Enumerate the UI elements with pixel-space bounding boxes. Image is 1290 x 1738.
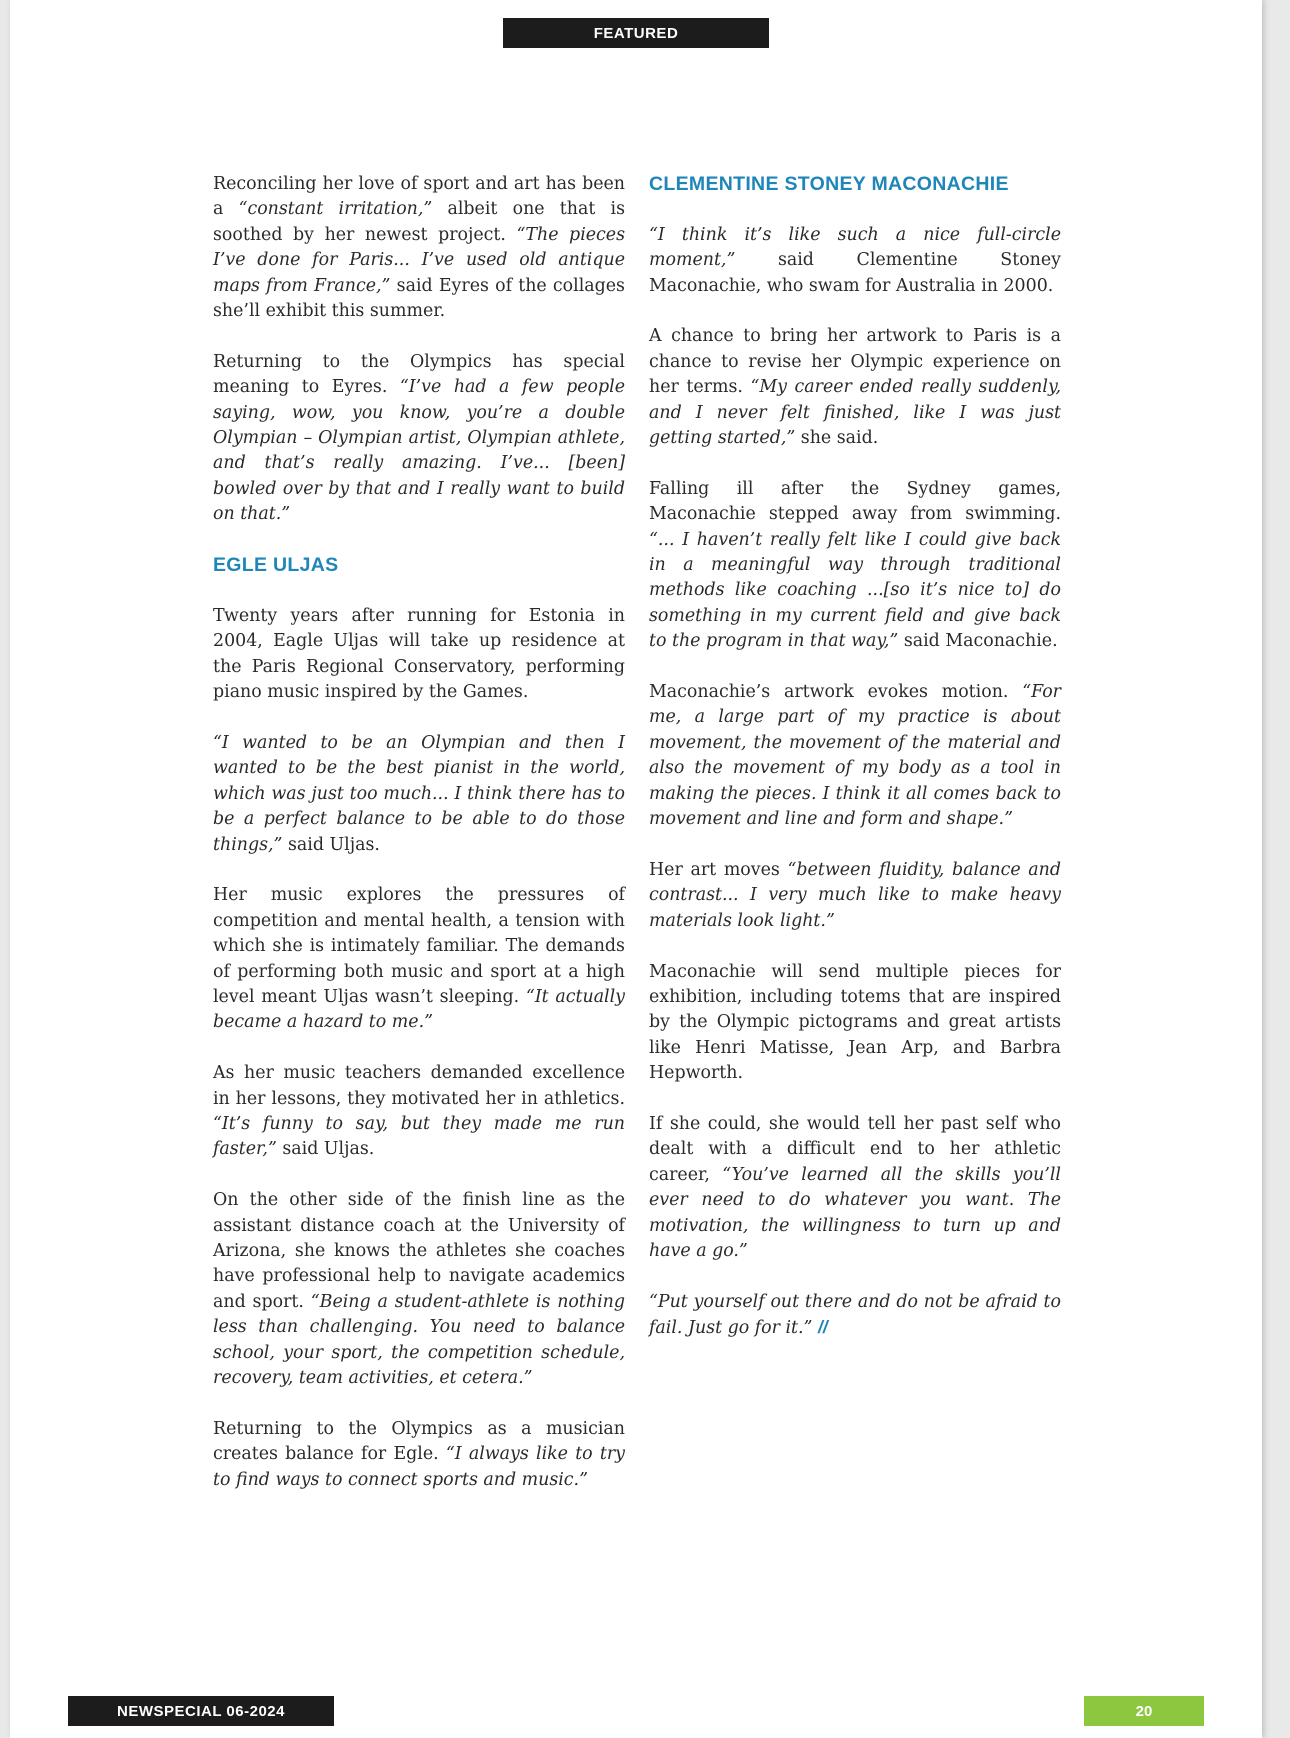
quote: “The pieces I’ve done for Paris... I’ve used old antique maps from France,” (213, 224, 626, 296)
quote: “I’ve had a few people saying, wow, you know, you’re a double Olympian – Olympian artist, Olympian athlete, and that’s really amazing. I’ve... [been] bowled over by that and I really want to build on that.” (213, 377, 625, 525)
text: said Maconachie. (898, 631, 1058, 652)
text: said Uljas. (282, 834, 380, 855)
section-banner (503, 18, 769, 48)
text: Her art moves (649, 859, 788, 880)
quote: “You’ve learned all the skills you’ll ever need to do whatever you want. The motivation, the willingness to turn up and have a go.” (649, 1164, 1061, 1261)
quote: “between fluidity, balance and contrast... I very much like to make heavy materials look light.” (649, 859, 1061, 931)
paragraph (649, 1112, 1061, 1264)
paragraph (649, 223, 1061, 299)
text: said Eyres of the collages she’ll exhibit this summer. (213, 275, 625, 322)
paragraph (649, 858, 1061, 934)
page-number-tab (1084, 1696, 1204, 1726)
page-number: 20 (1135, 1702, 1153, 1720)
text: Maconachie’s artwork evokes motion. (649, 682, 1023, 703)
issue-label: NEWSPECIAL 06-2024 (117, 1702, 285, 1720)
text: Returning to the Olympics has special meaning to Eyres. (213, 351, 625, 398)
quote: “I think it’s like such a nice full-circle moment,” (649, 224, 1061, 271)
quote: “I wanted to be an Olympian and then I wanted to be the best pianist in the world, which was just too much... I think there has to be a perfect balance to be able to do those things,” (213, 732, 625, 855)
paragraph (213, 731, 625, 858)
text: said Uljas. (276, 1139, 375, 1160)
section-heading: EGLE ULJAS (213, 554, 339, 577)
text: Returning to the Olympics as a musician creates balance for Egle. (213, 1418, 625, 1465)
paragraph (213, 883, 625, 1035)
paragraph: Maconachie will send multiple pieces for exhibition, including totems that are inspired by the Olympic pictograms and great artists like Henri Matisse, Jean Arp, and Barbra Hepworth. (649, 961, 1061, 1084)
text: said Clementine Stoney Maconachie, who swam for Australia in 2000. (649, 250, 1061, 296)
text: she said. (795, 428, 879, 449)
paragraph (213, 172, 625, 324)
text: Her music explores the pressures of competition and mental health, a tension with which she is intimately familiar. The demands of performing both music and sport at a high level meant Uljas wasn’t sleeping. (213, 885, 625, 1007)
paragraph: Twenty years after running for Estonia in 2004, Eagle Uljas will take up residence at the Paris Regional Conservatory, performing piano music inspired by the Games. (213, 605, 625, 703)
paragraph (213, 1188, 625, 1391)
paragraph (649, 324, 1061, 451)
right-column (649, 172, 1061, 1367)
paragraph (649, 1290, 1061, 1342)
paragraph (649, 477, 1061, 655)
quote: “Being a student-athlete is nothing less than challenging. You need to balance school, your sport, the competition schedule, recovery, team activities, et cetera.” (213, 1291, 625, 1388)
quote: “It’s funny to say, but they made me run faster,” (213, 1113, 625, 1160)
text: A chance to bring her artwork to Paris is a chance to revise her Olympic experience on her terms. (649, 326, 1061, 398)
paragraph (213, 1417, 625, 1493)
text: Falling ill after the Sydney games, Maconachie stepped away from swimming. (649, 478, 1061, 525)
text: Reconciling her love of sport and art has been a (213, 174, 625, 220)
left-column (213, 172, 625, 1518)
paragraph (213, 350, 625, 528)
end-of-article-mark: // (817, 1317, 828, 1338)
paragraph (213, 1061, 625, 1163)
text: On the other side of the finish line as the assistant distance coach at the University of Arizona, she knows the athletes she coaches have professional help to navigate academics and sport. (213, 1190, 625, 1312)
magazine-page (10, 0, 1262, 1738)
quote: “constant irritation,” (238, 199, 433, 220)
text: albeit one that is soothed by her newest project. (213, 199, 625, 245)
quote: “I always like to try to find ways to connect sports and music.” (213, 1444, 625, 1490)
quote: “... I haven’t really felt like I could give back in a meaningful way through traditional methods like coaching ...[so it’s nice to] do something in my current field and give back to the program in that way,” (649, 529, 1061, 652)
section-label: FEATURED (593, 24, 679, 42)
issue-footer (68, 1696, 334, 1726)
text: As her music teachers demanded excellence in her lessons, they motivated her in athletics. (213, 1063, 625, 1109)
text: If she could, she would tell her past self who dealt with a difficult end to her athletic career, (649, 1113, 1061, 1185)
paragraph (649, 680, 1061, 832)
section-heading: CLEMENTINE STONEY MACONACHIE (649, 173, 1009, 195)
quote: “For me, a large part of my practice is about movement, the movement of the material and also the movement of my body as a tool in making the pieces. I think it all comes back to movement and line and form and shape.” (649, 682, 1061, 830)
quote: “It actually became a hazard to me.” (213, 986, 626, 1033)
quote: “My career ended really suddenly, and I never felt finished, like I was just getting started,” (649, 377, 1061, 449)
quote: “Put yourself out there and do not be afraid to fail. Just go for it.” (649, 1291, 1061, 1339)
